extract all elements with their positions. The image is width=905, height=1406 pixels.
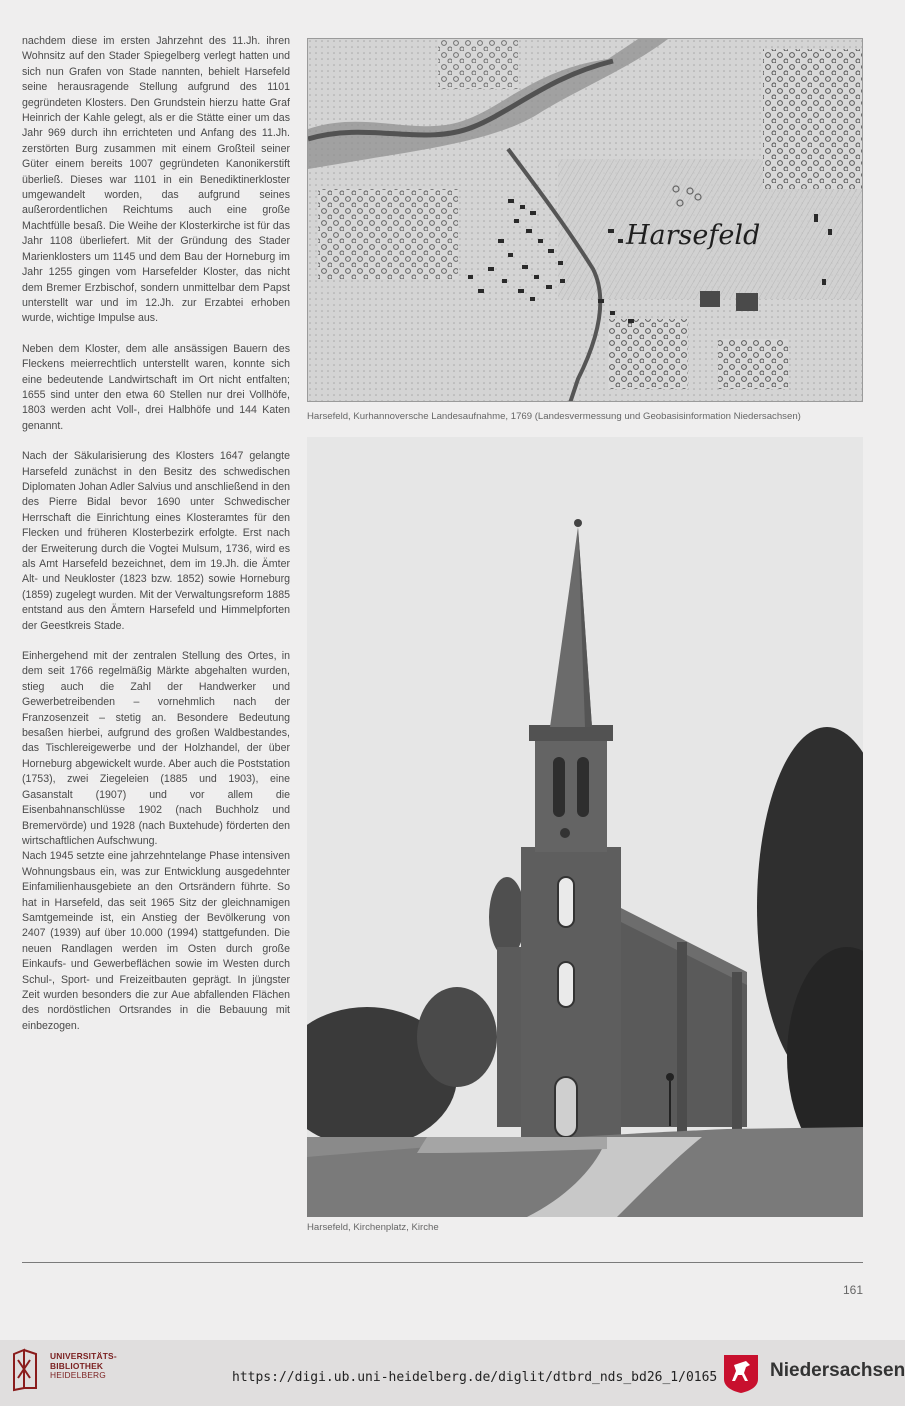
paragraph-3: Nach der Säkularisierung des Klosters 1647 gelangte Harsefeld zunächst in den Besitz des schwedischen Diplomaten Johan Adler Salvius und anschließend in den des Pierre Bidal bevor 1690 unter Schwedischer Herrschaft die Einrichtung eines Klosteramtes für den Flecken und früheren Klosterbezirk erfolgte. Erst nach der Erweiterung durch die Vogtei Mulsum, 1736, wird es als Amt Harsefeld bezeichnet, dem im 19.Jh. die Ämter Alt- und Neukloster (1823 bzw. 1852) sowie Horneburg (1859) zugelegt wurden. Mit der Verwaltungsreform 1885 entstand aus den Ämtern Harsefeld und Himmelpforten der Geestkreis Stade. [22,450,290,632]
map-caption: Harsefeld, Kurhannoversche Landesaufnahme, 1769 (Landesvermessung und Geobasisinformation Niedersachsen) [307,411,801,422]
niedersachsen-horse-icon[interactable] [722,1353,760,1393]
map-place-label: Harsefeld [626,220,761,251]
church-photo [307,437,863,1217]
paragraph-2: Neben dem Kloster, dem alle ansässigen Bauern des Fleckens meierrechtlich unterstellt waren, konnte sich eine bedeutende Landwirtschaft im Ort nicht entfalten; 1655 sind unter den etwa 60 Stellen nur drei Vollhöfe, 1803 werden acht Voll-, drei Halbhöfe und 144 Katen genannt. [22,342,290,432]
photo-caption: Harsefeld, Kirchenplatz, Kirche [307,1222,439,1233]
state-name: Niedersachsen [770,1360,905,1381]
paragraph-1: nachdem diese im ersten Jahrzehnt des 11.Jh. ihren Wohnsitz auf den Stader Spiegelberg verlegt hatten und sich nun Grafen von Stade nannten, behielt Harsefeld seine herausragende Stellung aufgrund des 1101 gegründeten Klosters. Den Grundstein hierzu hatte Graf Heinrich der Kahle gelegt, als er die Stätte einer um das Jahr 969 durch ihn errichteten und Anfang des 11.Jh. zerstörten Burg zusammen mit einem Großteil seiner Güter einem bereits 1007 gegründeten Kanonikerstift überließ. Dieses war 1101 in ein Benediktinerkloster umgewandelt worden, das aufgrund seines außerordentlichen Reichtums auch eine große Machtfülle besaß. Die Weihe der Klosterkirche ist für das Jahr 1108 überliefert. Mit der Gründung des Stader Marienklosters um 1145 und dem Bau der Horneburg im Jahr 1255 gingen vom Harsefelder Kloster, das nicht dem Bremer Erzbischof, sondern unmittelbar dem Papst unterstellt war und im 12.Jh. zur Erzabtei erhoben wurde, wichtige Impulse aus. [22,35,290,325]
paragraph-5: Nach 1945 setzte eine jahrzehntelange Phase intensiven Wohnungsbaus ein, was zur Entwicklung ausgedehnter Einfamilienhausgebiete an den Ortsrändern führte. So hat in Harsefeld, das seit 1965 Sitz der gleichnamigen Samtgemeinde ist, ein Anstieg der Bevölkerung von 2407 (1939) auf über 10.000 (1994) stattgefunden. Die neuen Randlagen werden im Osten durch große Einkaufs- und Gewerbeflächen sowie im Westen durch Schul-, Sport- und Freizeitbauten geprägt. In jüngster Zeit wurden besonders die zur Aue abfallenden Flächen des nordöstlichen Ortsrandes in die Bebauung mit einbezogen. [22,850,290,1032]
viewer-footer [0,1340,905,1406]
university-library-logo-icon[interactable] [10,1348,40,1392]
page-number: 161 [842,1283,863,1297]
permalink-url[interactable]: https://digi.ub.uni-heidelberg.de/diglit/dtbrd_nds_bd26_1/0165 [232,1370,718,1385]
text-column [22,34,290,1049]
footer-rule [22,1262,863,1263]
paragraph-4: Einhergehend mit der zentralen Stellung des Ortes, in dem seit 1766 regelmäßig Märkte abgehalten wurden, stieg auch die Zahl der Handwerker und Gewerbetreibenden – vornehmlich nach der Franzosenzeit – stetig an. Besondere Bedeutung besaßen hierbei, aufgrund des großen Waldbestandes, das Tischlereigewerbe und der Holzhandel, der über Horneburg abgewickelt wurde. Aber auch die Poststation (1753), zwei Ziegeleien (1885 und 1903), eine Gasanstalt (1907) und vor allem die Eisenbahnanschlüsse 1902 (nach Buchholz und Bremervörde) und 1928 (nach Buxtehude) förderten den wirtschaftlichen Aufschwung. [22,650,290,847]
university-name: UNIVERSITÄTS- BIBLIOTHEK HEIDELBERG [50,1351,117,1381]
historical-map-image [307,38,863,402]
